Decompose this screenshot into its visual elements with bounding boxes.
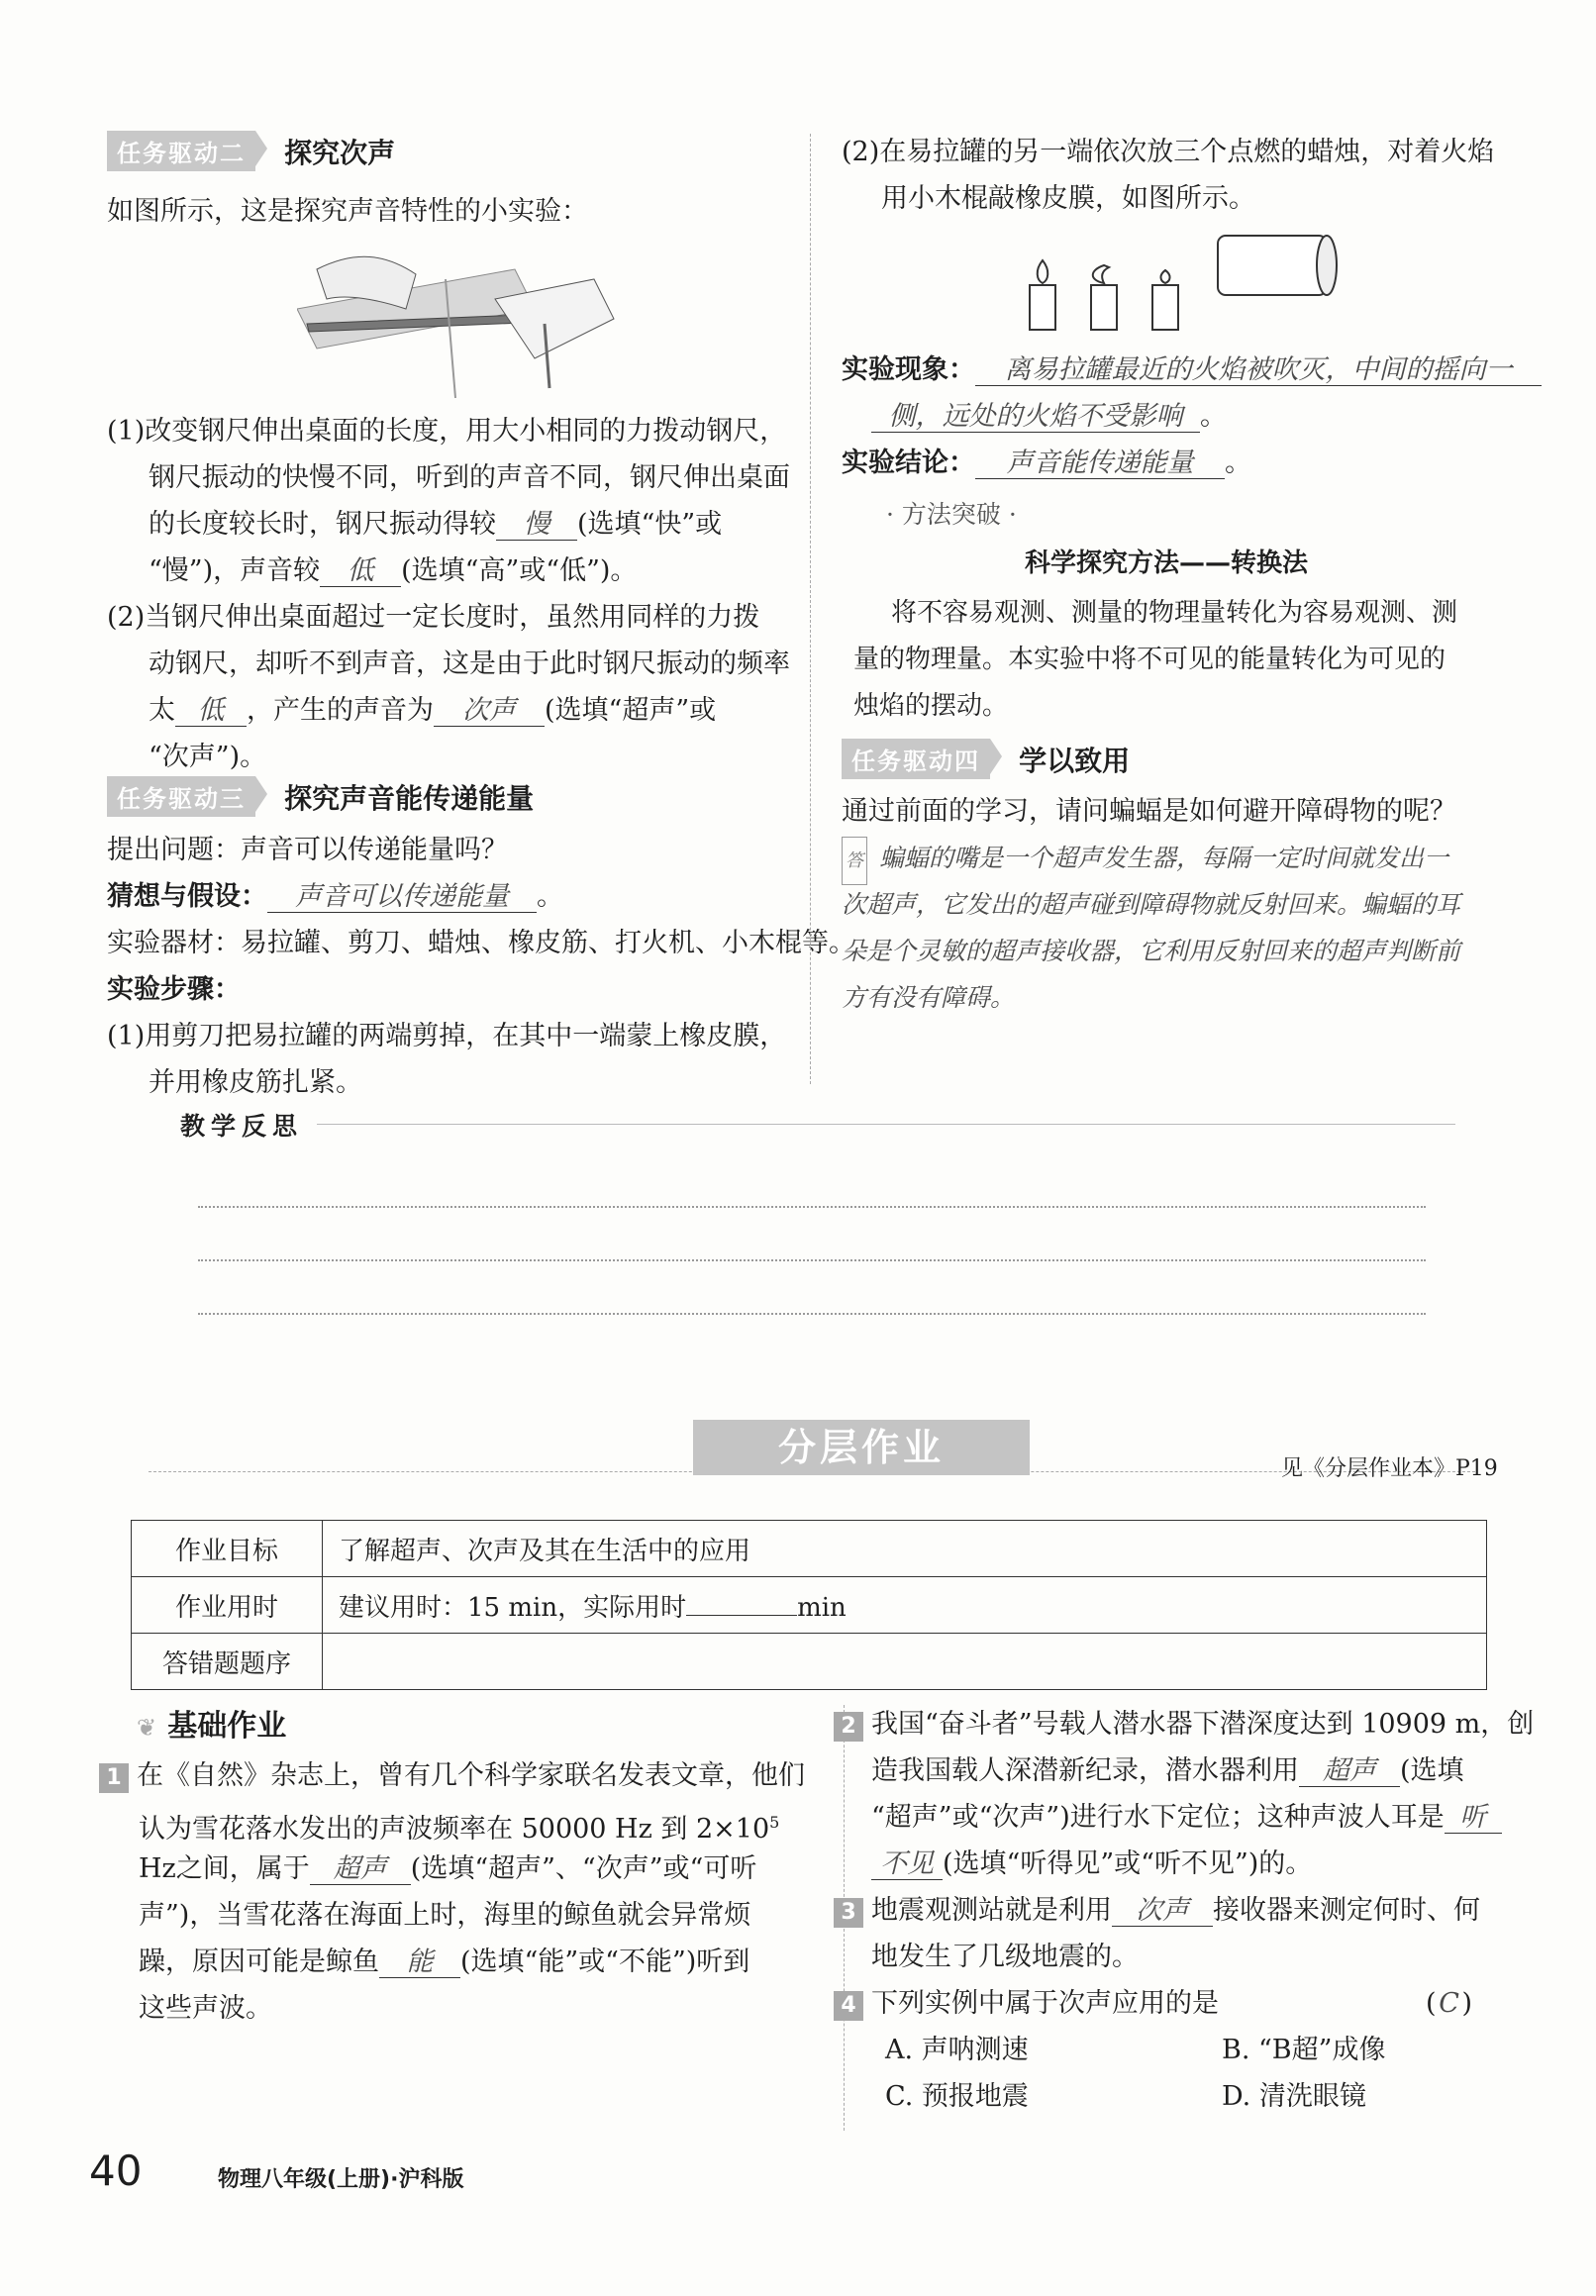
b-q2-answer-2b: 不见 xyxy=(871,1849,943,1880)
b-q3-text-2: 接收器来测定何时、何 xyxy=(1213,1895,1480,1926)
option-d: D. 清洗眼镜 xyxy=(1222,2081,1366,2112)
b-q2-line-a xyxy=(834,1701,1534,1747)
b-q1-line-d: 声”)，当雪花落在海面上时，海里的鲸鱼就会异常烦 xyxy=(139,1900,751,1931)
row-label: 作业目标 xyxy=(132,1521,323,1577)
b-q1-line-b xyxy=(139,1799,779,1852)
table-row xyxy=(132,1577,1487,1634)
answer-line-d: 方有没有障碍。 xyxy=(842,983,1016,1012)
method-line-b: 量的物理量。本实验中将不可见的能量转化为可见的 xyxy=(853,645,1446,674)
time-text: 建议用时：15 min，实际用时 xyxy=(339,1592,687,1623)
basic-header xyxy=(137,1701,286,1745)
q-number: 1 xyxy=(99,1763,129,1793)
homework-table xyxy=(131,1520,1487,1690)
b-q3-line-a xyxy=(834,1887,1480,1934)
b-q1-line-e xyxy=(139,1939,749,1985)
q2-line-b: 动钢尺，却听不到声音，这是由于此时钢尺振动的频率 xyxy=(149,649,790,679)
guess-line: 猜想与假设： 声音可以传递能量 。 xyxy=(107,881,563,912)
b-q4-text: 下列实例中属于次声应用的是 xyxy=(871,1988,1219,2019)
q2-line-c xyxy=(149,687,716,734)
ruler-experiment-figure xyxy=(297,240,624,398)
b-q2-line-b xyxy=(871,1747,1464,1794)
b-q3-text: 地震观测站就是利用 xyxy=(871,1895,1112,1926)
b-q4-answer: C xyxy=(1439,1988,1459,2019)
b-q1-answer-1: 超声 xyxy=(310,1854,411,1885)
column-divider xyxy=(810,134,811,1084)
guess-label: 猜想与假设： xyxy=(107,881,267,912)
b-q2-text-c: “超声”或“次声”)进行水下定位；这种声波人耳是 xyxy=(871,1802,1445,1833)
task3-title: 探究声音能传递能量 xyxy=(284,781,535,815)
row-value: 了解超声、次声及其在生活中的应用 xyxy=(323,1521,1487,1577)
q2-text-2: ，产生的声音为 xyxy=(247,695,434,726)
answer-text-a: 蝙蝠的嘴是一个超声发生器，每隔一定时间就发出一 xyxy=(879,844,1449,872)
q1-text: 的长度较长时，钢尺振动得较 xyxy=(149,509,496,540)
method-title: 科学探究方法——转换法 xyxy=(1025,549,1309,578)
q1-line-b: 钢尺振动的快慢不同，听到的声音不同，钢尺伸出桌面 xyxy=(149,462,790,493)
q2-answer-1: 低 xyxy=(175,696,247,727)
task4-header xyxy=(842,739,1130,779)
b-q1-text-b: 认为雪花落水发出的声波频率在 50000 Hz 到 2×10 xyxy=(139,1814,770,1845)
b-q1-line-c xyxy=(139,1846,756,1892)
b-q2-text-b2: (选填 xyxy=(1400,1755,1464,1786)
answer-line-a xyxy=(842,835,1448,885)
phenomenon-answer-2: 侧，远处的火焰不受影响 xyxy=(871,402,1200,433)
q1-text-2: (选填“快”或 xyxy=(577,509,723,540)
b-q1-text-c2: (选填“超声”、“次声”或“可听 xyxy=(410,1853,757,1884)
q2-answer-2: 次声 xyxy=(434,696,545,727)
q2-text-3: (选填“超声”或 xyxy=(545,695,717,726)
reflection-label: 教学反思 xyxy=(180,1112,304,1141)
q1-text-3: “慢”)，声音较 xyxy=(149,555,321,586)
b-q2-answer-2a: 听 xyxy=(1445,1803,1502,1834)
phenomenon-line-2: 侧，远处的火焰不受影响 。 xyxy=(871,393,1227,440)
b-q3-answer: 次声 xyxy=(1112,1896,1213,1927)
phenomenon-answer-1: 离易拉罐最近的火焰被吹灭，中间的摇向一 xyxy=(975,355,1542,386)
table-row xyxy=(132,1634,1487,1690)
step1-line-b: 并用橡皮筋扎紧。 xyxy=(149,1067,362,1098)
task4-title: 学以致用 xyxy=(1019,744,1131,777)
step2-line-a: (2)在易拉罐的另一端依次放三个点燃的蜡烛，对着火焰 xyxy=(842,137,1495,167)
phenomenon-line-1 xyxy=(842,347,1542,393)
step1-line-a: (1)用剪刀把易拉罐的两端剪掉，在其中一端蒙上橡皮膜， xyxy=(107,1021,787,1051)
b-q1-text-c: Hz之间，属于 xyxy=(139,1853,310,1884)
b-q1-line-a xyxy=(99,1752,805,1799)
q1-text-4: (选填“高”或“低”)。 xyxy=(401,555,638,586)
q-number: 2 xyxy=(834,1712,863,1742)
answer-line-c: 朵是个灵敏的超声接收器，它利用反射回来的超声判断前 xyxy=(842,937,1461,965)
method-line-a: 将不容易观测、测量的物理量转化为容易观测、测 xyxy=(891,598,1458,628)
book-title: 物理八年级(上册)·沪科版 xyxy=(218,2167,464,2192)
b-q1-answer-2: 能 xyxy=(379,1947,460,1978)
task2-title: 探究次声 xyxy=(284,136,396,169)
ask-line: 提出问题：声音可以传递能量吗？ xyxy=(107,835,508,865)
reflection-line-3 xyxy=(198,1313,1426,1315)
b-q2-text: 我国“奋斗者”号载人潜水器下潜深度达到 10909 m，创 xyxy=(871,1709,1535,1740)
b-q4-line xyxy=(834,1980,1219,2027)
basic-title: 基础作业 xyxy=(167,1709,287,1744)
layer-banner: 分层作业 xyxy=(693,1420,1030,1475)
reflection-line-0 xyxy=(317,1124,1455,1125)
b-q4-answer-paren xyxy=(1426,1980,1472,2027)
b-q2-text-b: 造我国载人深潜新纪录，潜水器利用 xyxy=(871,1755,1299,1786)
layer-ref: 见《分层作业本》P19 xyxy=(1281,1456,1498,1481)
task4-tag: 任务驱动四 xyxy=(842,739,990,779)
q1-line-d xyxy=(149,548,637,594)
paren-open: ( xyxy=(1426,1988,1437,2019)
b-q2-line-c xyxy=(871,1794,1502,1841)
row-value xyxy=(323,1577,1487,1634)
option-c: C. 预报地震 xyxy=(885,2081,1029,2112)
q1-answer-2: 低 xyxy=(320,556,401,587)
option-a: A. 声呐测速 xyxy=(885,2035,1029,2065)
table-row xyxy=(132,1521,1487,1577)
steps-label: 实验步骤： xyxy=(107,974,241,1005)
row-label: 答错题题序 xyxy=(132,1634,323,1690)
reflection-line-2 xyxy=(198,1259,1426,1261)
task2-tag: 任务驱动二 xyxy=(107,131,255,171)
task3-header xyxy=(107,776,534,817)
conclusion-line: 实验结论： 声音能传递能量 。 xyxy=(842,448,1251,478)
page-number: 40 xyxy=(89,2146,143,2195)
phenomenon-label: 实验现象： xyxy=(842,354,975,385)
q-number: 3 xyxy=(834,1898,863,1928)
answer-mark: 答 xyxy=(842,837,867,885)
b-q2-text-d: (选填“听得见”或“听不见”)的。 xyxy=(943,1848,1313,1879)
method-tag: · 方法突破 · xyxy=(886,500,1017,529)
wrong-questions-input[interactable] xyxy=(323,1634,1487,1690)
b-q2-answer-1: 超声 xyxy=(1299,1756,1400,1787)
b-q1-line-f: 这些声波。 xyxy=(139,1993,272,2024)
row-label: 作业用时 xyxy=(132,1577,323,1634)
task3-tag: 任务驱动三 xyxy=(107,776,255,817)
conclusion-label: 实验结论： xyxy=(842,448,975,478)
step2-line-b: 用小木棍敲橡皮膜，如图所示。 xyxy=(881,183,1255,214)
guess-answer: 声音可以传递能量 xyxy=(267,882,537,913)
paren-close: ) xyxy=(1461,1988,1473,2019)
b-q1-text-e: 躁，原因可能是鲸鱼 xyxy=(139,1947,379,1977)
q2-line-d: “次声”)。 xyxy=(149,742,267,772)
task4-question: 通过前面的学习，请问蝙蝠是如何避开障碍物的呢？ xyxy=(842,796,1456,827)
task2-header xyxy=(107,131,395,171)
option-b: B. “B超”成像 xyxy=(1222,2035,1386,2065)
q2-text: 太 xyxy=(149,695,175,726)
reflection-line-1 xyxy=(198,1206,1426,1208)
method-line-c: 烛焰的摆动。 xyxy=(853,691,1009,721)
b-q2-line-d xyxy=(871,1841,1312,1887)
candle-can-figure xyxy=(1020,226,1356,335)
q1-line-a: (1)改变钢尺伸出桌面的长度，用大小相同的力拨动钢尺， xyxy=(107,416,787,447)
b-q3-line-b: 地发生了几级地震的。 xyxy=(871,1942,1139,1972)
q1-line-c xyxy=(149,501,722,548)
conclusion-answer: 声音能传递能量 xyxy=(975,449,1225,479)
time-unit: min xyxy=(797,1592,847,1623)
exponent: 5 xyxy=(769,1813,780,1832)
leaf-icon: ❦ xyxy=(137,1714,157,1742)
q1-answer-1: 慢 xyxy=(496,510,577,541)
q-number: 4 xyxy=(834,1991,863,2021)
answer-line-b: 次超声，它发出的超声碰到障碍物就反射回来。蝙蝠的耳 xyxy=(842,890,1461,919)
equip-line: 实验器材：易拉罐、剪刀、蜡烛、橡皮筋、打火机、小木棍等。 xyxy=(107,928,855,958)
b-q1-text: 在《自然》杂志上，曾有几个科学家联名发表文章，他们 xyxy=(137,1760,805,1791)
task2-intro: 如图所示，这是探究声音特性的小实验： xyxy=(107,196,588,227)
b-q1-text-e2: (选填“能”或“不能”)听到 xyxy=(460,1947,750,1977)
actual-time-input[interactable] xyxy=(686,1615,797,1616)
q2-line-a: (2)当钢尺伸出桌面超过一定长度时，虽然用同样的力拨 xyxy=(107,602,760,633)
